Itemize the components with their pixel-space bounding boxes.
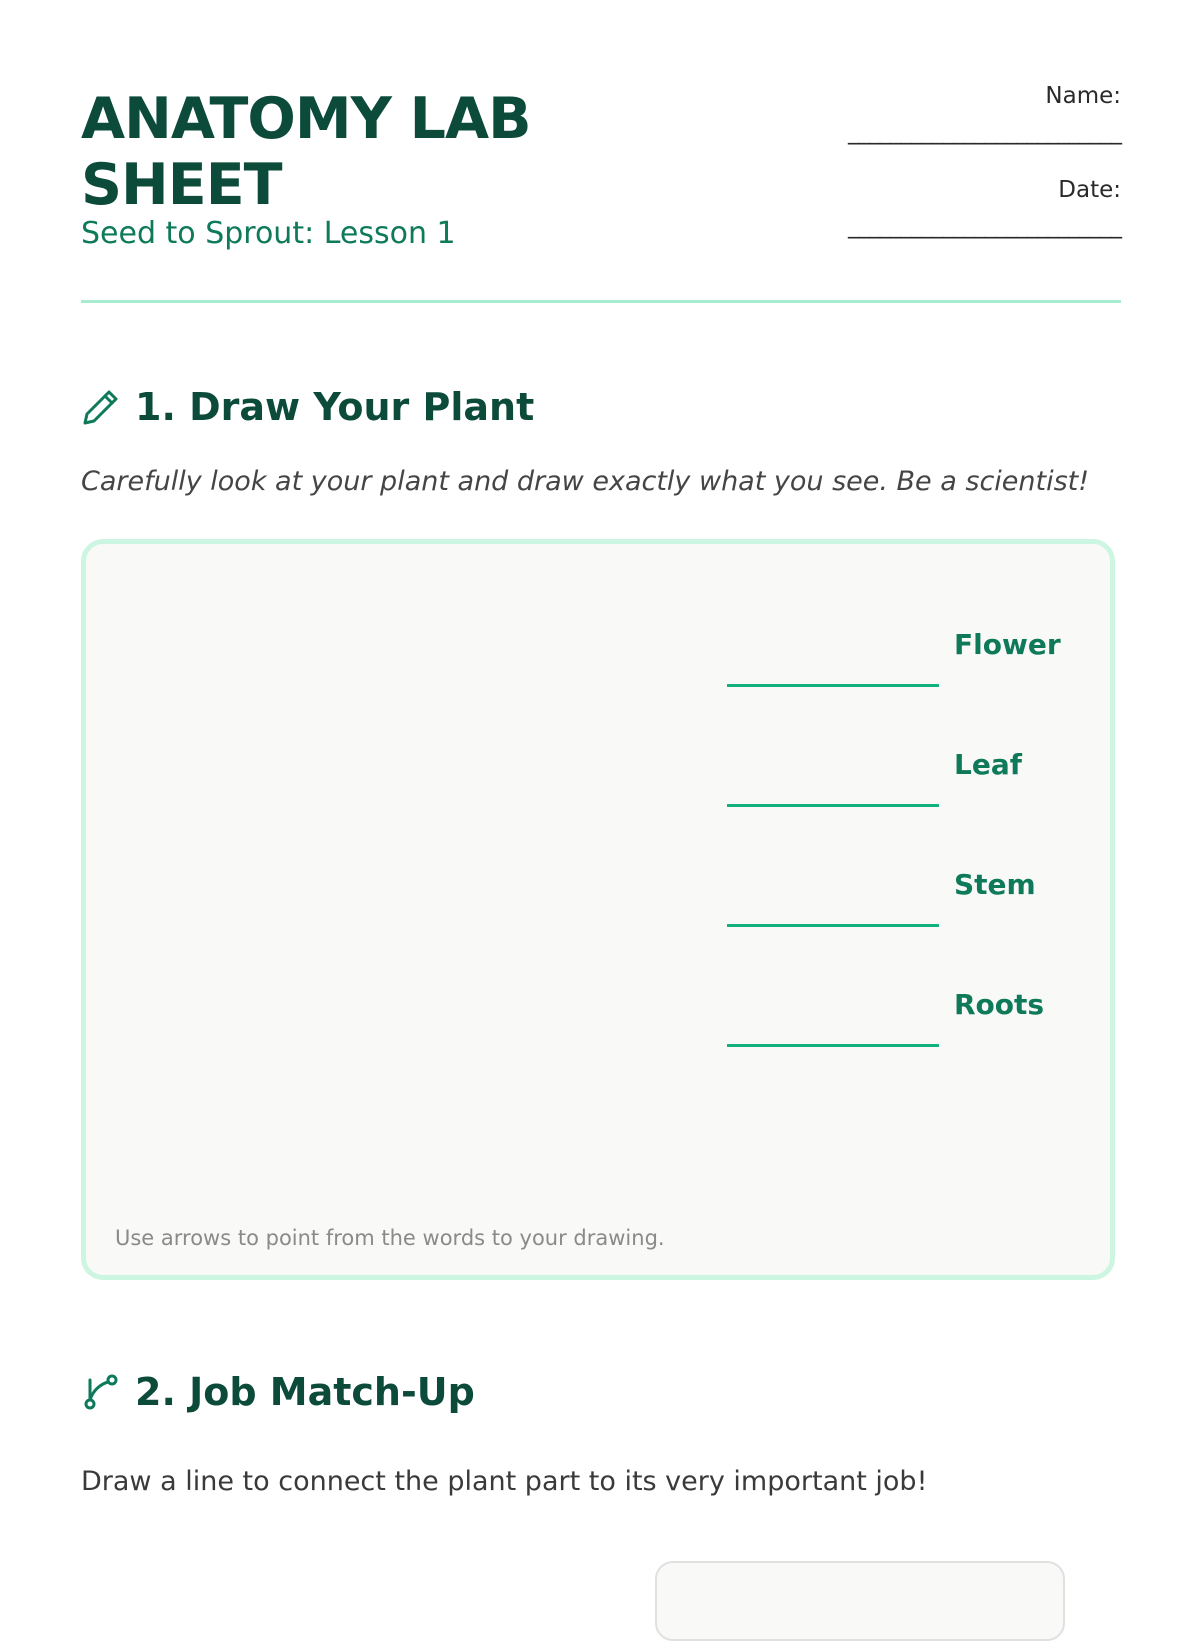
worksheet-page [81,0,1121,1600]
section-draw-title: 1. Draw Your Plant [135,385,535,429]
drawing-area[interactable] [81,539,1115,1280]
name-label: Name: [1045,83,1121,109]
lesson-subtitle: Seed to Sprout: Lesson 1 [81,216,456,251]
drawing-note: Use arrows to point from the words to your drawing. [115,1226,665,1250]
student-info [771,78,1121,266]
worksheet-header [81,78,1121,303]
label-leaf: Leaf [954,748,1022,781]
label-stem: Stem [954,868,1036,901]
label-row-leaf [727,747,1067,807]
label-line [727,924,939,927]
section-match-title: 2. Job Match-Up [135,1370,475,1414]
section-draw-heading [81,385,534,429]
page-title: ANATOMY LAB SHEET [81,86,531,218]
connect-icon [81,1372,121,1412]
name-field-line[interactable]: __________________________ [848,119,1121,145]
label-line [727,1044,939,1047]
date-label: Date: [1058,177,1121,203]
section-match-heading [81,1370,475,1414]
label-flower: Flower [954,628,1061,661]
label-roots: Roots [954,988,1045,1021]
match-card [655,1561,1065,1641]
date-field-line[interactable]: __________________________ [848,213,1121,239]
label-row-roots [727,987,1067,1047]
draw-instruction: Carefully look at your plant and draw exactly what you see. Be a scientist! [81,466,1090,497]
label-row-flower [727,627,1067,687]
label-line [727,804,939,807]
pencil-icon [81,387,121,427]
header-divider [81,300,1121,303]
label-line [727,684,939,687]
match-instruction: Draw a line to connect the plant part to its very important job! [81,1466,928,1497]
label-row-stem [727,867,1067,927]
